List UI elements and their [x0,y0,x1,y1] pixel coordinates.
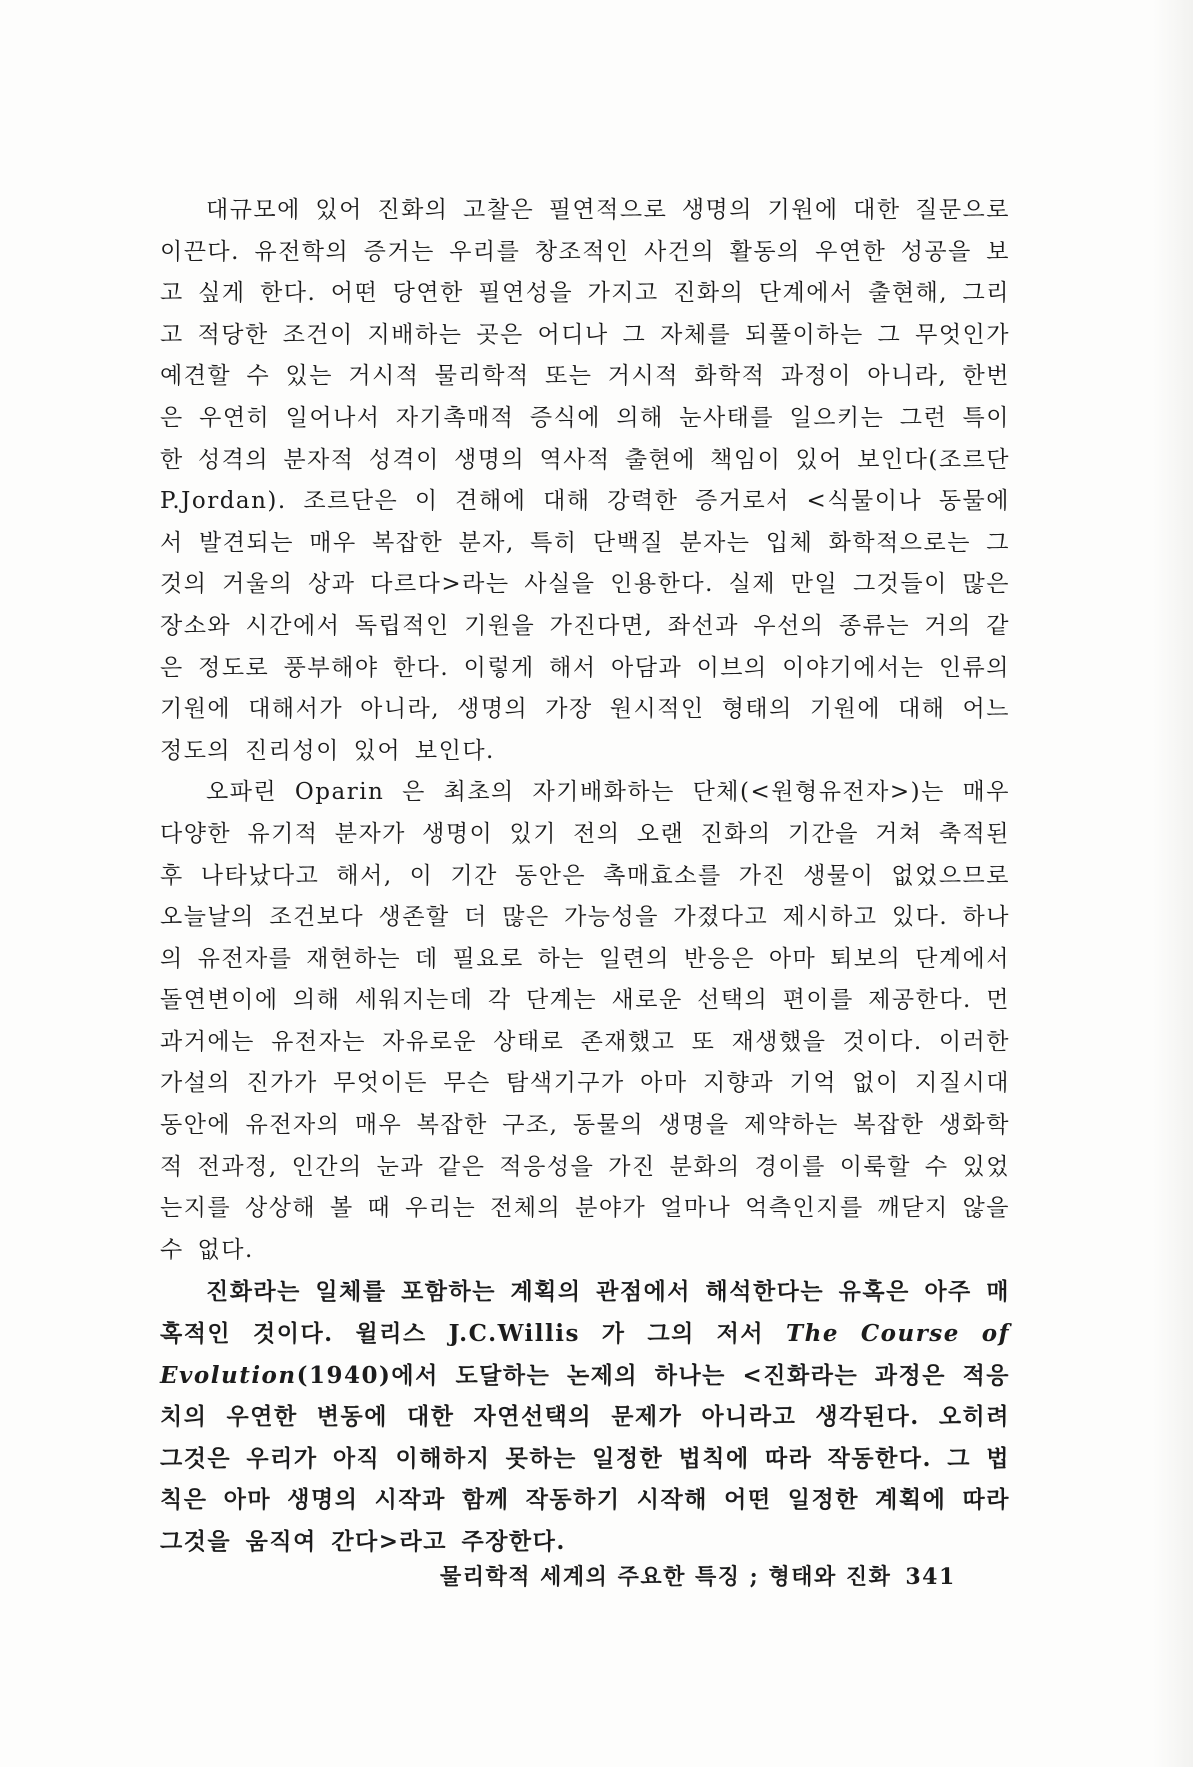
scan-edge-shadow [1153,0,1193,1767]
willis-text-after: (1940)에서 도달하는 논제의 하나는 <진화라는 과정은 적응치의 우연한 변동에 대한 자연선택의 문제가 아니라고 생각된다. 오히려 그것은 우리가 아직 이해하지 못하는 일정한 법칙에 따라 작동한다. 그 법칙은 아마 생명의 시작과 함께 작동하기 시작해 어떤 일정한 계획에 따라 그것을 움직여 간다>라고 주장한다. [160,1361,1010,1555]
running-footer [440,1560,980,1591]
running-title: 물리학적 세계의 주요한 특징 ; 형태와 진화 [440,1564,892,1590]
paragraph-origin-of-life: 대규모에 있어 진화의 고찰은 필연적으로 생명의 기원에 대한 질문으로 이끈다. 유전학의 증거는 우리를 창조적인 사건의 활동의 우연한 성공을 보고 싶게 한다. 어떤 당연한 필연성을 가지고 진화의 단계에서 출현해, 그리고 적당한 조건이 지배하는 곳은 어디나 그 자체를 되풀이하는 그 무엇인가 예견할 수 있는 거시적 물리학적 또는 거시적 화학적 과정이 아니라, 한번은 우연히 일어나서 자기촉매적 증식에 의해 눈사태를 일으키는 그런 특이한 성격의 분자적 성격이 생명의 역사적 출현에 책임이 있어 보인다(조르단 P.Jordan). 조르단은 이 견해에 대해 강력한 증거로서 <식물이나 동물에서 발견되는 매우 복잡한 분자, 특히 단백질 분자는 입체 화학적으로는 그것의 거울의 상과 다르다>라는 사실을 인용한다. 실제 만일 그것들이 많은 장소와 시간에서 독립적인 기원을 가진다면, 좌선과 우선의 종류는 거의 같은 정도로 풍부해야 한다. 이렇게 해서 아담과 이브의 이야기에서는 인류의 기원에 대해서가 아니라, 생명의 가장 원시적인 형태의 기원에 대해 어느 정도의 진리성이 있어 보인다. [160,197,1010,764]
body-text [160,190,1010,1563]
willis-text-before: 진화라는 일체를 포함하는 계획의 관점에서 해석한다는 유혹은 아주 매혹적인 것이다. 윌리스 J.C.Willis 가 그의 저서 [160,1278,1010,1348]
book-title: The Course of Evolution [160,1320,1010,1389]
page-number: 341 [905,1564,956,1590]
paragraph-willis [160,1271,1010,1562]
paragraph-oparin: 오파린 Oparin 은 최초의 자기배화하는 단체(<원형유전자>)는 매우 다양한 유기적 분자가 생명이 있기 전의 오랜 진화의 기간을 거쳐 축적된 후 나타났다고 해서, 이 기간 동안은 촉매효소를 가진 생물이 없었으므로 오늘날의 조건보다 생존할 더 많은 가능성을 가졌다고 제시하고 있다. 하나의 유전자를 재현하는 데 필요로 하는 일련의 반응은 아마 퇴보의 단계에서 돌연변이에 의해 세워지는데 각 단계는 새로운 선택의 편이를 제공한다. 먼 과거에는 유전자는 자유로운 상태로 존재했고 또 재생했을 것이다. 이러한 가설의 진가가 무엇이든 무슨 탐색기구가 아마 지향과 기억 없이 지질시대 동안에 유전자의 매우 복잡한 구조, 동물의 생명을 제약하는 복잡한 생화학적 전과정, 인간의 눈과 같은 적응성을 가진 분화의 경이를 이룩할 수 있었는지를 상상해 볼 때 우리는 전체의 분야가 얼마나 억측인지를 깨닫지 않을 수 없다. [160,779,1010,1263]
